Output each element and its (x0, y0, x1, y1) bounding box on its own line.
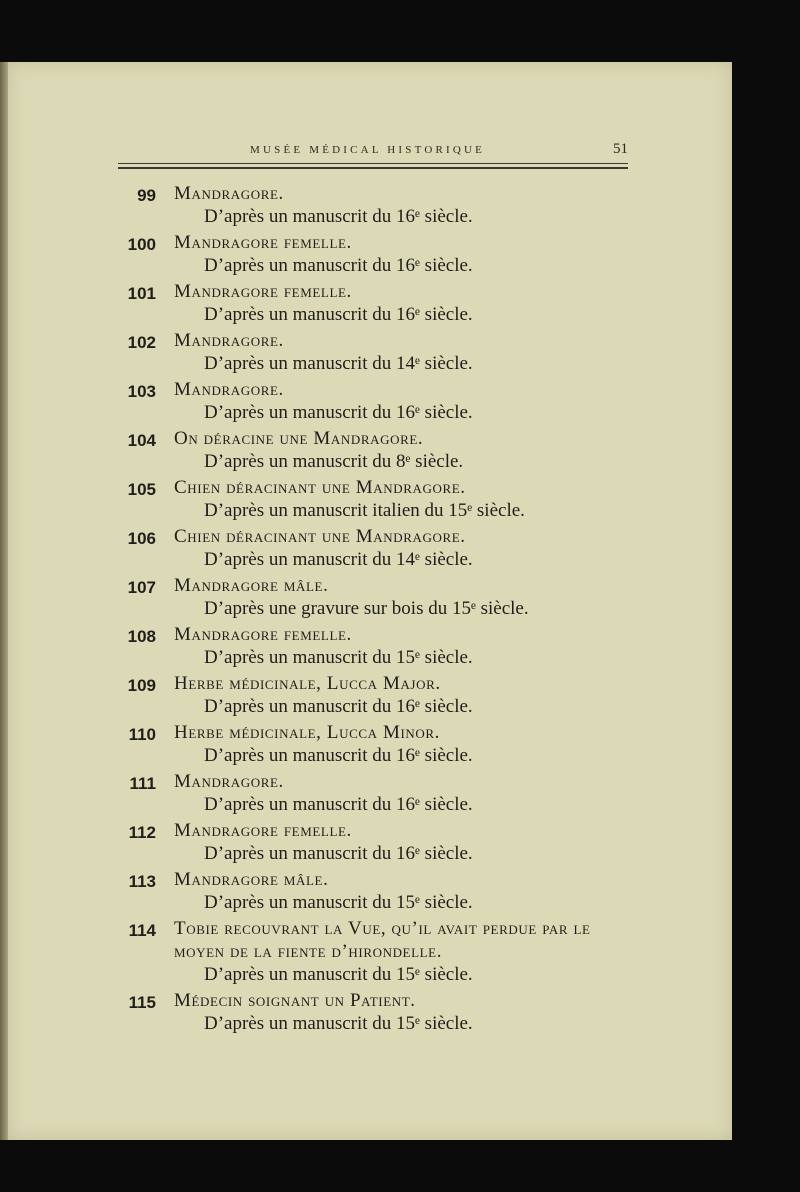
catalogue-entry (112, 819, 642, 865)
entry-number: 102 (127, 333, 156, 352)
entry-number: 107 (127, 578, 156, 597)
entry-source: D’après un manuscrit du 16ᵉ siècle. (204, 206, 473, 227)
entry-source: D’après un manuscrit du 14ᵉ siècle. (204, 353, 473, 374)
catalogue-entry (112, 231, 642, 277)
entry-title: Mandragore. (174, 379, 284, 400)
entry-title: On déracine une Mandragore. (174, 428, 424, 449)
entry-title: Mandragore. (174, 183, 284, 204)
page-header (118, 141, 628, 164)
entry-title: Tobie recouvrant la Vue, qu’il avait perdue par le moyen de la fiente d’hirondelle. (174, 918, 591, 962)
entry-title: Mandragore femelle. (174, 624, 352, 645)
entry-source: D’après un manuscrit du 15ᵉ siècle. (204, 892, 473, 913)
entry-number: 110 (128, 725, 156, 744)
catalogue-entry (112, 280, 642, 326)
entry-number: 100 (127, 235, 156, 254)
entry-title: Mandragore mâle. (174, 575, 329, 596)
header-rule-thin (118, 163, 628, 164)
entry-title: Chien déracinant une Mandragore. (174, 477, 466, 498)
catalogue-entry (112, 917, 642, 986)
entry-title: Mandragore mâle. (174, 869, 329, 890)
entry-source: D’après un manuscrit du 16ᵉ siècle. (204, 304, 473, 325)
entry-number: 103 (127, 382, 156, 401)
catalogue-entry (112, 721, 642, 767)
catalogue-list (112, 182, 642, 1038)
entry-source: D’après un manuscrit du 16ᵉ siècle. (204, 745, 473, 766)
catalogue-entry (112, 525, 642, 571)
entry-title: Mandragore femelle. (174, 232, 352, 253)
entry-number: 108 (127, 627, 156, 646)
catalogue-entry (112, 378, 642, 424)
entry-title: Herbe médicinale, Lucca Minor. (174, 722, 440, 743)
entry-title: Herbe médicinale, Lucca Major. (174, 673, 441, 694)
entry-number: 104 (127, 431, 156, 450)
entry-number: 105 (127, 480, 156, 499)
catalogue-entry (112, 989, 642, 1035)
entry-source: D’après un manuscrit du 15ᵉ siècle. (204, 964, 473, 985)
entry-source: D’après un manuscrit du 14ᵉ siècle. (204, 549, 473, 570)
page-number: 51 (613, 141, 628, 157)
entry-source: D’après un manuscrit du 15ᵉ siècle. (204, 1013, 473, 1034)
catalogue-entry (112, 868, 642, 914)
entry-source: D’après un manuscrit italien du 15ᵉ siècle. (204, 500, 525, 521)
catalogue-entry (112, 574, 642, 620)
entry-source: D’après un manuscrit du 15ᵉ siècle. (204, 647, 473, 668)
entry-source: D’après un manuscrit du 16ᵉ siècle. (204, 255, 473, 276)
entry-number: 111 (129, 774, 156, 793)
entry-number: 114 (128, 921, 156, 940)
entry-title: Médecin soignant un Patient. (174, 990, 416, 1011)
catalogue-entry (112, 182, 642, 228)
catalogue-entry (112, 672, 642, 718)
entry-source: D’après un manuscrit du 8ᵉ siècle. (204, 451, 464, 472)
entry-source: D’après un manuscrit du 16ᵉ siècle. (204, 696, 473, 717)
entry-source: D’après un manuscrit du 16ᵉ siècle. (204, 402, 473, 423)
catalogue-entry (112, 427, 642, 473)
catalogue-entry (112, 623, 642, 669)
header-rule-thick (118, 167, 628, 169)
entry-title: Mandragore femelle. (174, 281, 352, 302)
entry-title: Mandragore. (174, 330, 284, 351)
entry-number: 115 (128, 993, 156, 1012)
entry-number: 113 (128, 872, 156, 891)
entry-title: Mandragore. (174, 771, 284, 792)
entry-number: 109 (127, 676, 156, 695)
entry-source: D’après un manuscrit du 16ᵉ siècle. (204, 843, 473, 864)
entry-source: D’après un manuscrit du 16ᵉ siècle. (204, 794, 473, 815)
catalogue-entry (112, 770, 642, 816)
catalogue-entry (112, 476, 642, 522)
entry-source: D’après une gravure sur bois du 15ᵉ siècle. (204, 598, 529, 619)
entry-title: Chien déracinant une Mandragore. (174, 526, 466, 547)
catalogue-entry (112, 329, 642, 375)
entry-number: 101 (127, 284, 156, 303)
entry-number: 106 (127, 529, 156, 548)
entry-number: 112 (128, 823, 156, 842)
running-title: MUSÉE MÉDICAL HISTORIQUE (250, 144, 486, 156)
entry-number: 99 (137, 186, 156, 205)
entry-title: Mandragore femelle. (174, 820, 352, 841)
